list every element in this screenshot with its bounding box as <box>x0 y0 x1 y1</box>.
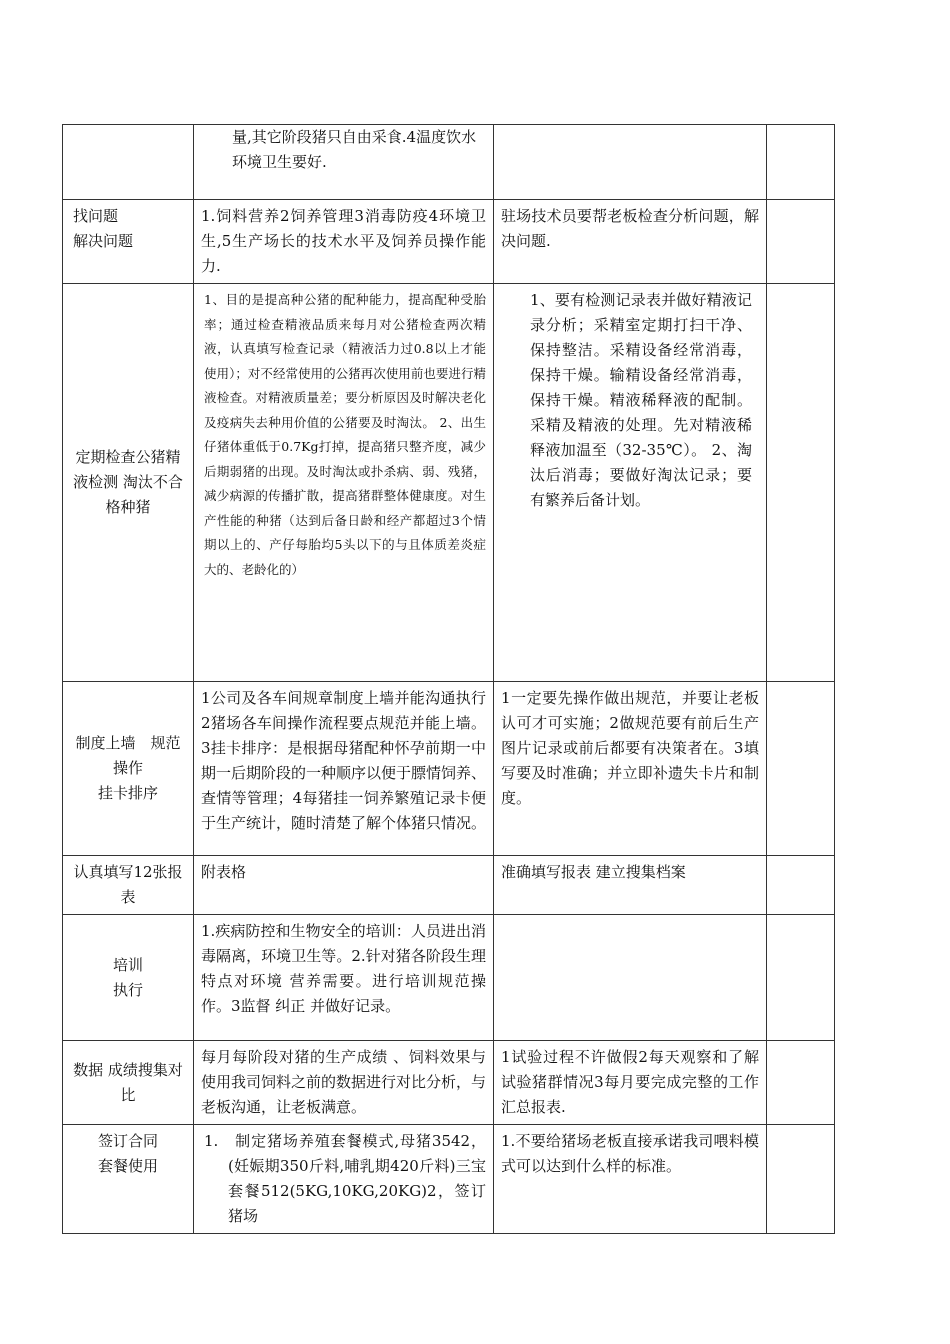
row-label: 数据 成绩搜集对比 <box>63 1041 194 1125</box>
row-content: 附表格 <box>194 856 494 915</box>
row-content: 1.疾病防控和生物安全的培训：人员进出消毒隔离，环境卫生等。2.针对猪各阶段生理特点对环境 营养需要。进行培训规范操作。3监督 纠正 并做好记录。 <box>194 915 494 1041</box>
row-notes <box>494 915 767 1041</box>
table-row <box>63 200 835 284</box>
table-row <box>63 1125 835 1234</box>
row-notes: 1一定要先操作做出规范，并要让老板认可才可实施；2做规范要有前后生产图片记录或前后都要有决策者在。3填写要及时准确；并立即补遗失卡片和制度。 <box>494 682 767 856</box>
row-notes: 准确填写报表 建立搜集档案 <box>494 856 767 915</box>
row-content: 量,其它阶段猪只自由采食.4温度饮水 环境卫生要好. <box>194 125 494 200</box>
table-row <box>63 856 835 915</box>
work-plan-table <box>62 124 835 1234</box>
row-content: 1公司及各车间规章制度上墙并能沟通执行2猪场各车间操作流程要点规范并能上墙。3挂卡排序：是根据母猪配种怀孕前期一中期一后期阶段的一种顺序以便于膘情饲养、查情等管理；4每猪挂一饲养繁殖记录卡便于生产统计，随时清楚了解个体猪只情况。 <box>194 682 494 856</box>
table-row <box>63 915 835 1041</box>
row-extra <box>767 284 835 682</box>
row-label <box>63 125 194 200</box>
row-label: 认真填写12张报表 <box>63 856 194 915</box>
row-extra <box>767 1125 835 1234</box>
row-label: 定期检查公猪精液检测 淘汰不合格种猪 <box>63 284 194 682</box>
row-notes: 驻场技术员要帮老板检查分析问题，解决问题. <box>494 200 767 284</box>
row-extra <box>767 915 835 1041</box>
row-content: 1、目的是提高种公猪的配种能力，提高配种受胎率；通过检查精液品质来每月对公猪检查两次精液，认真填写检查记录（精液活力过0.8以上才能使用）；对不经常使用的公猪再次使用前也要进行精液检查。对精液质量差；要分析原因及时解决老化及疫病失去种用价值的公猪要及时淘汰。 2、出生仔猪体重低于0.7Kg打掉，提高猪只整齐度，减少后期弱猪的出现。及时淘汰或扑杀病、弱、残猪，减少病源的传播扩散，提高猪群整体健康度。对生产性能的种猪（达到后备日龄和经产都超过3个情期以上的、产仔每胎均5头以下的与且体质差炎症大的、老龄化的） <box>194 284 494 682</box>
row-extra <box>767 1041 835 1125</box>
row-notes: 1试验过程不许做假2每天观察和了解试验猪群情况3每月要完成完整的工作汇总报表. <box>494 1041 767 1125</box>
table-row <box>63 125 835 200</box>
row-extra <box>767 856 835 915</box>
table-row <box>63 284 835 682</box>
row-label: 培训 执行 <box>63 915 194 1041</box>
row-notes: 1.不要给猪场老板直接承诺我司喂料模式可以达到什么样的标准。 <box>494 1125 767 1234</box>
row-content: 1. 制定猪场养殖套餐模式,母猪3542，(妊娠期350斤料,哺乳期420斤料)三宝套餐512(5KG,10KG,20KG)2，签订猪场 <box>194 1125 494 1234</box>
row-label: 签订合同 套餐使用 <box>63 1125 194 1234</box>
row-notes: 1、要有检测记录表并做好精液记录分析；采精室定期打扫干净、保持整洁。采精设备经常消毒，保持干燥。输精设备经常消毒，保持干燥。精液稀释液的配制。采精及精液的处理。先对精液稀释液加温至（32-35℃）。 2、淘汰后消毒；要做好淘汰记录；要有繁养后备计划。 <box>494 284 767 682</box>
row-label: 制度上墙 规范操作 挂卡排序 <box>63 682 194 856</box>
row-content: 1.饲料营养2饲养管理3消毒防疫4环境卫生,5生产场长的技术水平及饲养员操作能力. <box>194 200 494 284</box>
row-extra <box>767 200 835 284</box>
row-label: 找问题 解决问题 <box>63 200 194 284</box>
row-content: 每月每阶段对猪的生产成绩 、饲料效果与使用我司饲料之前的数据进行对比分析，与老板沟通，让老板满意。 <box>194 1041 494 1125</box>
table-row <box>63 1041 835 1125</box>
row-notes <box>494 125 767 200</box>
row-extra <box>767 125 835 200</box>
row-extra <box>767 682 835 856</box>
table-row <box>63 682 835 856</box>
